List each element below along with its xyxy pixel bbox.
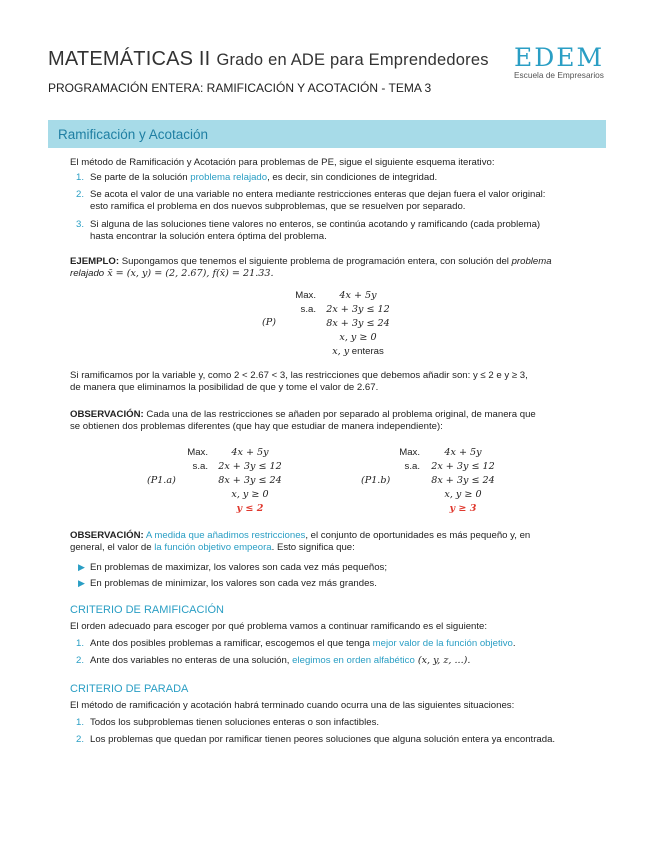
problem-p-name: (P) bbox=[262, 317, 276, 328]
problem-a-c4: y ≤ 2 bbox=[236, 503, 264, 514]
problem-p-c1: 2x + 3y ≤ 12 bbox=[326, 304, 390, 315]
criterio-parada-heading: CRITERIO DE PARADA bbox=[70, 683, 189, 695]
criterio-parada-item-1: 1. Todos los subproblemas tienen soluciones enteras o son infactibles. bbox=[76, 717, 380, 728]
problem-p-c3: x, y ≥ 0 bbox=[339, 332, 377, 343]
problem-a-st: s.a. bbox=[192, 461, 208, 472]
problem-b-c4: y ≥ 3 bbox=[449, 503, 477, 514]
problem-p-st: s.a. bbox=[300, 304, 316, 315]
problem-p-c2: 8x + 3y ≤ 24 bbox=[326, 318, 390, 329]
edem-logo bbox=[514, 43, 605, 80]
degree-title: Grado en ADE para Emprendedores bbox=[216, 51, 489, 69]
problem-b-max: Max. bbox=[399, 447, 420, 458]
criterio-ramificacion-heading: CRITERIO DE RAMIFICACIÓN bbox=[70, 604, 225, 616]
intro-text: El método de Ramificación y Acotación para problemas de PE, sigue el siguiente esquema iterativo: bbox=[70, 157, 495, 168]
problem-a-c3: x, y ≥ 0 bbox=[231, 489, 269, 500]
logo-tagline: Escuela de Empresarios bbox=[514, 70, 604, 80]
problem-b-name: (P1.b) bbox=[361, 475, 391, 486]
section-banner bbox=[48, 120, 606, 148]
problem-p-objective: 4x + 5y bbox=[339, 290, 377, 301]
bullet-min: ▶ En problemas de minimizar, los valores son cada vez más grandes. bbox=[78, 578, 377, 589]
problem-a-name: (P1.a) bbox=[147, 475, 176, 486]
problem-p-c4: x, y enteras bbox=[332, 346, 384, 357]
problem-b-c1: 2x + 3y ≤ 12 bbox=[431, 461, 495, 472]
topic-subtitle: PROGRAMACIÓN ENTERA: RAMIFICACIÓN Y ACOTACIÓN - TEMA 3 bbox=[48, 81, 432, 95]
criterio-parada-item-2: 2. Los problemas que quedan por ramificar tienen peores soluciones que alguna solución entera ya encontrada. bbox=[76, 734, 556, 745]
problem-a-max: Max. bbox=[187, 447, 208, 458]
problem-b-c2: 8x + 3y ≤ 24 bbox=[431, 475, 495, 486]
example-paragraph: EJEMPLO: Supongamos que tenemos el siguiente problema de programación entera, con solución del problema relajado x̄ = (x, y) = (2, 2.67), f(x̄) = 21.33. bbox=[70, 256, 552, 279]
branch-paragraph: Si ramificamos por la variable y, como 2 < 2.67 < 3, las restricciones que debemos añadir son: y ≤ 2 e y ≥ 3, de manera que eliminamos la posibilidad de que y tome el valor de 2.67. bbox=[70, 370, 528, 393]
triangle-bullet-icon: ▶ bbox=[78, 562, 85, 572]
triangle-bullet-icon: ▶ bbox=[78, 578, 85, 588]
highlight-restrictions: A medida que añadimos restricciones bbox=[145, 530, 306, 541]
bullet-max: ▶ En problemas de maximizar, los valores son cada vez más pequeños; bbox=[78, 562, 388, 573]
criterio-ramificacion-item-2: 2. Ante dos variables no enteras de una solución, elegimos en orden alfabético (x, y, z, ...). bbox=[76, 655, 471, 666]
problem-b-st: s.a. bbox=[404, 461, 420, 472]
highlight-alphabetical: elegimos en orden alfabético bbox=[292, 655, 415, 666]
problem-b-objective: 4x + 5y bbox=[444, 447, 482, 458]
problem-a-objective: 4x + 5y bbox=[231, 447, 269, 458]
step-1: 1. Se parte de la solución problema relajado, es decir, sin condiciones de integridad. bbox=[76, 172, 438, 183]
logo-text: EDEM bbox=[514, 43, 605, 72]
step-3: 3. Si alguna de las soluciones tiene valores no enteros, se continúa acotando y ramificando (cada problema) hasta encontrar la solución entera óptima del problema. bbox=[76, 219, 541, 242]
problem-a-c2: 8x + 3y ≤ 24 bbox=[218, 475, 282, 486]
step-2: 2. Se acota el valor de una variable no entera mediante restricciones enteras que dejan fuera el valor original: esto ramifica el problema en dos nuevos subproblemas, que se resuelven por separado. bbox=[76, 189, 546, 212]
highlight-objective-worsens: la función objetivo empeora bbox=[154, 542, 272, 553]
highlight-relaxed: problema relajado bbox=[190, 172, 268, 183]
problem-a-c1: 2x + 3y ≤ 12 bbox=[218, 461, 282, 472]
problem-b-c3: x, y ≥ 0 bbox=[444, 489, 482, 500]
page-title bbox=[48, 48, 489, 71]
problem-p-max: Max. bbox=[295, 290, 316, 301]
criterio-ramificacion-intro: El orden adecuado para escoger por qué problema vamos a continuar ramificando es el siguiente: bbox=[70, 621, 488, 632]
observation-2: OBSERVACIÓN: A medida que añadimos restricciones, el conjunto de oportunidades es más pequeño y, en general, el valor de la función objetivo empeora. Esto significa que: bbox=[70, 530, 531, 553]
highlight-best-objective: mejor valor de la función objetivo bbox=[372, 638, 513, 649]
section-title: Ramificación y Acotación bbox=[58, 127, 209, 142]
observation-1: OBSERVACIÓN: Cada una de las restricciones se añaden por separado al problema original, de manera que se obtienen dos problemas diferentes (que hay que estudiar de manera independiente): bbox=[70, 409, 536, 432]
course-title: MATEMÁTICAS II bbox=[48, 48, 211, 70]
criterio-ramificacion-item-1: 1. Ante dos posibles problemas a ramificar, escogemos el que tenga mejor valor de la función objetivo. bbox=[76, 638, 516, 649]
criterio-parada-intro: El método de ramificación y acotación habrá terminado cuando ocurra una de las siguientes situaciones: bbox=[70, 700, 515, 711]
